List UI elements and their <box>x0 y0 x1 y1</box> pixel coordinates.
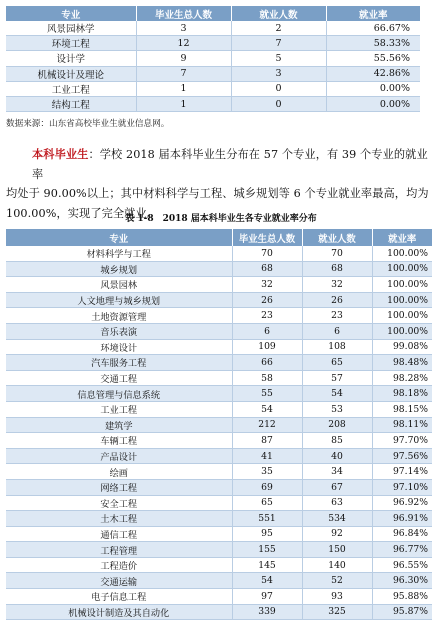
cell-graduates: 65 <box>232 495 302 511</box>
table-row <box>6 495 432 511</box>
cell-employed: 23 <box>302 308 372 324</box>
header-major: 专业 <box>6 229 232 246</box>
cell-employed: 325 <box>302 604 372 620</box>
table-row <box>6 36 420 51</box>
cell-major: 车辆工程 <box>6 433 232 449</box>
cell-graduates: 1 <box>136 81 231 96</box>
table-row <box>6 370 432 386</box>
cell-employed: 7 <box>231 36 326 51</box>
table-caption: 表 1-8 2018 届本科毕业生各专业就业率分布 <box>125 214 317 224</box>
cell-rate: 100.00% <box>372 292 432 308</box>
cell-graduates: 26 <box>232 292 302 308</box>
cell-graduates: 41 <box>232 448 302 464</box>
cell-employed: 34 <box>302 464 372 480</box>
table-row <box>6 323 432 339</box>
cell-graduates: 1 <box>136 96 231 111</box>
cell-graduates: 69 <box>232 479 302 495</box>
cell-employed: 2 <box>231 21 326 36</box>
cell-rate: 96.55% <box>372 557 432 573</box>
cell-employed: 3 <box>231 66 326 81</box>
header-employed: 就业人数 <box>231 6 326 21</box>
cell-major: 工业工程 <box>6 401 232 417</box>
cell-major: 环境设计 <box>6 339 232 355</box>
cell-major: 电子信息工程 <box>6 589 232 605</box>
cell-major: 产品设计 <box>6 448 232 464</box>
cell-major: 设计学 <box>6 51 136 66</box>
header-graduates: 毕业生总人数 <box>232 229 302 246</box>
table-row <box>6 21 420 36</box>
cell-rate: 97.10% <box>372 479 432 495</box>
cell-employed: 108 <box>302 339 372 355</box>
paragraph-line-3: 100.00%，实现了完全就业。 <box>6 206 159 220</box>
cell-graduates: 55 <box>232 386 302 402</box>
cell-rate: 58.33% <box>326 36 420 51</box>
major-employment-rate-table <box>6 229 432 620</box>
cell-major: 工程管理 <box>6 542 232 558</box>
table-row <box>6 308 432 324</box>
cell-rate: 0.00% <box>326 96 420 111</box>
cell-rate: 97.56% <box>372 448 432 464</box>
cell-rate: 96.30% <box>372 573 432 589</box>
cell-employed: 63 <box>302 495 372 511</box>
cell-employed: 150 <box>302 542 372 558</box>
cell-rate: 42.86% <box>326 66 420 81</box>
cell-major: 机械设计及理论 <box>6 66 136 81</box>
cell-employed: 68 <box>302 261 372 277</box>
cell-major: 通信工程 <box>6 526 232 542</box>
cell-major: 音乐表演 <box>6 323 232 339</box>
cell-graduates: 155 <box>232 542 302 558</box>
cell-rate: 98.11% <box>372 417 432 433</box>
cell-employed: 65 <box>302 355 372 371</box>
table-row <box>6 66 420 81</box>
table-row <box>6 355 432 371</box>
cell-employed: 85 <box>302 433 372 449</box>
cell-major: 建筑学 <box>6 417 232 433</box>
table-row <box>6 433 432 449</box>
table-row <box>6 526 432 542</box>
table-row <box>6 277 432 293</box>
cell-graduates: 9 <box>136 51 231 66</box>
table-row <box>6 386 432 402</box>
cell-graduates: 58 <box>232 370 302 386</box>
cell-employed: 57 <box>302 370 372 386</box>
cell-rate: 100.00% <box>372 323 432 339</box>
cell-graduates: 3 <box>136 21 231 36</box>
cell-graduates: 145 <box>232 557 302 573</box>
table-header-row <box>6 229 432 246</box>
cell-major: 交通工程 <box>6 370 232 386</box>
cell-employed: 93 <box>302 589 372 605</box>
cell-rate: 96.77% <box>372 542 432 558</box>
table-row <box>6 81 420 96</box>
cell-employed: 6 <box>302 323 372 339</box>
cell-graduates: 339 <box>232 604 302 620</box>
cell-employed: 70 <box>302 246 372 261</box>
cell-employed: 92 <box>302 526 372 542</box>
cell-major: 土地资源管理 <box>6 308 232 324</box>
cell-major: 环境工程 <box>6 36 136 51</box>
table-row <box>6 246 432 261</box>
header-rate: 就业率 <box>372 229 432 246</box>
table-row <box>6 96 420 111</box>
cell-rate: 0.00% <box>326 81 420 96</box>
table-row <box>6 448 432 464</box>
cell-graduates: 32 <box>232 277 302 293</box>
cell-major: 风景园林 <box>6 277 232 293</box>
cell-major: 城乡规划 <box>6 261 232 277</box>
cell-major: 交通运输 <box>6 573 232 589</box>
cell-graduates: 35 <box>232 464 302 480</box>
cell-graduates: 109 <box>232 339 302 355</box>
cell-rate: 97.14% <box>372 464 432 480</box>
cell-major: 风景园林学 <box>6 21 136 36</box>
header-graduates: 毕业生总人数 <box>136 6 231 21</box>
cell-major: 工程造价 <box>6 557 232 573</box>
cell-rate: 98.18% <box>372 386 432 402</box>
header-major: 专业 <box>6 6 136 21</box>
cell-employed: 53 <box>302 401 372 417</box>
cell-graduates: 212 <box>232 417 302 433</box>
cell-employed: 0 <box>231 96 326 111</box>
cell-graduates: 12 <box>136 36 231 51</box>
cell-employed: 52 <box>302 573 372 589</box>
cell-graduates: 95 <box>232 526 302 542</box>
table-row <box>6 417 432 433</box>
cell-major: 机械设计制造及其自动化 <box>6 604 232 620</box>
cell-graduates: 70 <box>232 246 302 261</box>
cell-employed: 5 <box>231 51 326 66</box>
cell-graduates: 23 <box>232 308 302 324</box>
top-employment-table <box>6 6 420 112</box>
cell-employed: 140 <box>302 557 372 573</box>
cell-rate: 100.00% <box>372 277 432 293</box>
table-row <box>6 604 432 620</box>
cell-employed: 40 <box>302 448 372 464</box>
table-row <box>6 339 432 355</box>
cell-graduates: 54 <box>232 401 302 417</box>
cell-rate: 55.56% <box>326 51 420 66</box>
table-row <box>6 292 432 308</box>
cell-rate: 98.28% <box>372 370 432 386</box>
table-row <box>6 401 432 417</box>
cell-major: 汽车服务工程 <box>6 355 232 371</box>
cell-major: 结构工程 <box>6 96 136 111</box>
table-row <box>6 573 432 589</box>
cell-major: 人文地理与城乡规划 <box>6 292 232 308</box>
cell-rate: 97.70% <box>372 433 432 449</box>
cell-employed: 32 <box>302 277 372 293</box>
cell-major: 信息管理与信息系统 <box>6 386 232 402</box>
cell-major: 土木工程 <box>6 511 232 527</box>
cell-employed: 26 <box>302 292 372 308</box>
cell-rate: 96.92% <box>372 495 432 511</box>
table-row <box>6 511 432 527</box>
cell-employed: 67 <box>302 479 372 495</box>
table-row <box>6 542 432 558</box>
cell-graduates: 6 <box>232 323 302 339</box>
table-row <box>6 557 432 573</box>
cell-graduates: 66 <box>232 355 302 371</box>
cell-major: 网络工程 <box>6 479 232 495</box>
source-note: 数据来源：山东省高校毕业生就业信息网。 <box>6 119 170 129</box>
cell-rate: 100.00% <box>372 308 432 324</box>
cell-graduates: 7 <box>136 66 231 81</box>
cell-rate: 95.87% <box>372 604 432 620</box>
paragraph-line-1: ：学校 2018 届本科毕业生分布在 57 个专业，有 39 个专业的就业率 <box>32 148 428 181</box>
cell-rate: 98.15% <box>372 401 432 417</box>
cell-rate: 100.00% <box>372 246 432 261</box>
cell-major: 绘画 <box>6 464 232 480</box>
table-row <box>6 464 432 480</box>
cell-rate: 96.84% <box>372 526 432 542</box>
cell-major: 安全工程 <box>6 495 232 511</box>
paragraph-line-2: 均处于 90.00%以上；其中材料科学与工程、城乡规划等 6 个专业就业率最高，均为 <box>6 187 429 200</box>
paragraph-lead: 本科毕业生 <box>32 147 89 161</box>
header-employed: 就业人数 <box>302 229 372 246</box>
cell-employed: 0 <box>231 81 326 96</box>
cell-rate: 98.48% <box>372 355 432 371</box>
cell-employed: 54 <box>302 386 372 402</box>
table-header-row <box>6 6 420 21</box>
cell-major: 工业工程 <box>6 81 136 96</box>
table-row <box>6 479 432 495</box>
table-row <box>6 589 432 605</box>
cell-rate: 66.67% <box>326 21 420 36</box>
cell-graduates: 54 <box>232 573 302 589</box>
cell-graduates: 551 <box>232 511 302 527</box>
cell-graduates: 87 <box>232 433 302 449</box>
cell-rate: 99.08% <box>372 339 432 355</box>
table-row <box>6 261 432 277</box>
cell-graduates: 68 <box>232 261 302 277</box>
cell-employed: 208 <box>302 417 372 433</box>
cell-employed: 534 <box>302 511 372 527</box>
table-row <box>6 51 420 66</box>
cell-rate: 96.91% <box>372 511 432 527</box>
cell-rate: 100.00% <box>372 261 432 277</box>
cell-rate: 95.88% <box>372 589 432 605</box>
cell-graduates: 97 <box>232 589 302 605</box>
header-rate: 就业率 <box>326 6 420 21</box>
cell-major: 材料科学与工程 <box>6 246 232 261</box>
